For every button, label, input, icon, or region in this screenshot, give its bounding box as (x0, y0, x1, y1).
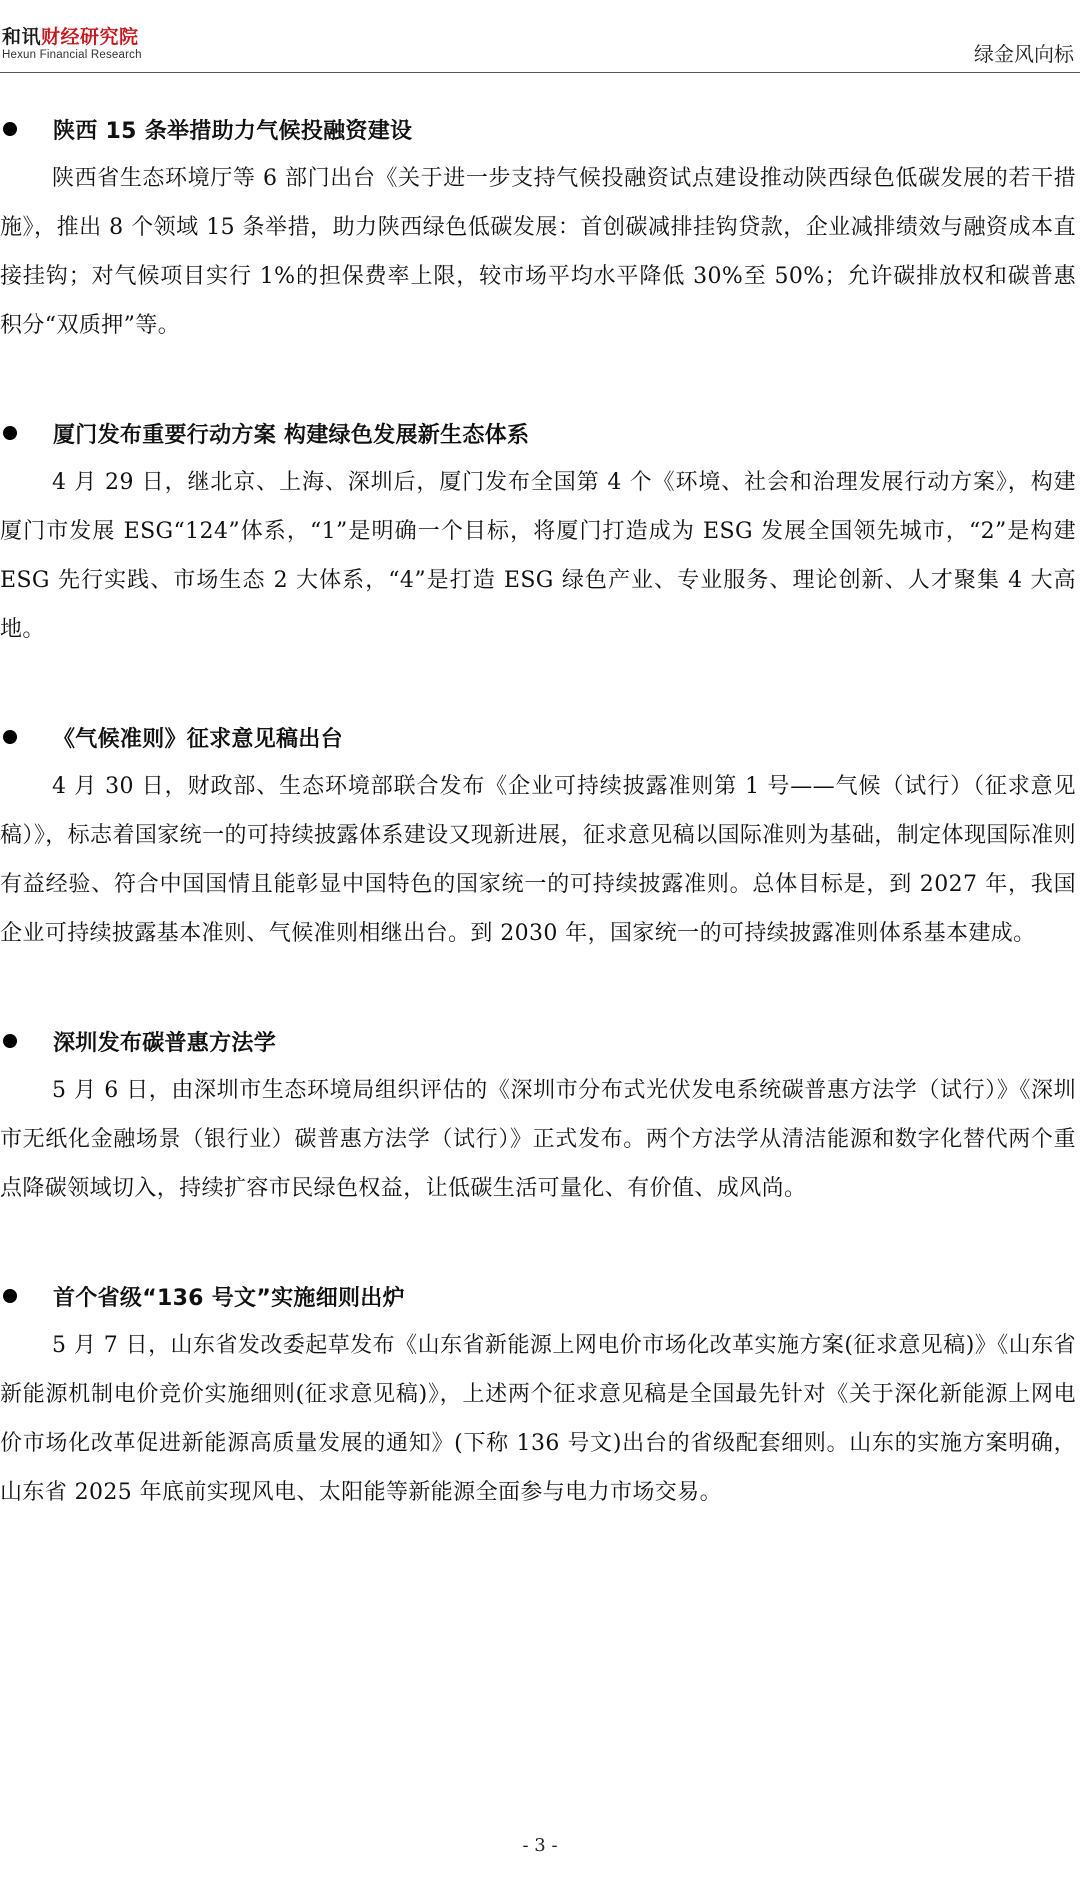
hexun-logo (2, 26, 142, 62)
bullet-icon (3, 1034, 17, 1048)
page-number: - 3 - (522, 1835, 558, 1856)
bullet-icon (3, 122, 17, 136)
news-section-shenzhen (0, 1022, 1076, 1213)
logo-part-hexun: 和讯 (2, 26, 42, 48)
news-section-xiamen (0, 414, 1076, 654)
section-title: 首个省级“136 号文”实施细则出炉 (53, 1285, 405, 1311)
bullet-icon (3, 730, 17, 744)
section-heading (0, 110, 1076, 148)
news-section-climate-standard (0, 718, 1076, 958)
section-title: 深圳发布碳普惠方法学 (53, 1030, 277, 1056)
logo-part-institute: 财经研究院 (41, 26, 139, 48)
bullet-icon (3, 426, 17, 440)
section-heading (0, 414, 1076, 452)
section-heading (0, 1277, 1076, 1315)
document-body (0, 110, 1076, 1581)
section-paragraph: 4 月 29 日，继北京、上海、深圳后，厦门发布全国第 4 个《环境、社会和治理发展行动方案》，构建厦门市发展 ESG“124”体系，“1”是明确一个目标，将厦门打造成为 ESG 发展全国领先城市，“2”是构建 ESG 先行实践、市场生态 2 大体系，“4”是打造 ESG 绿色产业、专业服务、理论创新、人才聚集 4 大高地。 (0, 470, 1076, 642)
section-paragraph: 5 月 6 日，由深圳市生态环境局组织评估的《深圳市分布式光伏发电系统碳普惠方法学（试行）》《深圳市无纸化金融场景（银行业）碳普惠方法学（试行）》正式发布。两个方法学从清洁能源和数字化替代两个重点降碳领域切入，持续扩容市民绿色权益，让低碳生活可量化、有价值、成风尚。 (0, 1078, 1076, 1201)
news-section-shandong (0, 1277, 1076, 1517)
logo-english: Hexun Financial Research (2, 49, 142, 61)
logo-chinese (2, 26, 142, 48)
section-title: 《气候准则》征求意见稿出台 (53, 726, 343, 752)
section-title: 厦门发布重要行动方案 构建绿色发展新生态体系 (53, 422, 530, 448)
section-paragraph: 5 月 7 日，山东省发改委起草发布《山东省新能源上网电价市场化改革实施方案(征求意见稿)》《山东省新能源机制电价竞价实施细则(征求意见稿)》，上述两个征求意见稿是全国最先针对《关于深化新能源上网电价市场化改革促进新能源高质量发展的通知》(下称 136 号文)出台的省级配套细则。山东的实施方案明确，山东省 2025 年底前实现风电、太阳能等新能源全面参与电力市场交易。 (0, 1333, 1076, 1505)
page-header (0, 0, 1080, 73)
news-section-shaanxi (0, 110, 1076, 350)
section-title: 陕西 15 条举措助力气候投融资建设 (53, 118, 413, 144)
report-series-title: 绿金风向标 (974, 42, 1074, 66)
section-heading (0, 1022, 1076, 1060)
section-paragraph: 4 月 30 日，财政部、生态环境部联合发布《企业可持续披露准则第 1 号——气候（试行）（征求意见稿）》，标志着国家统一的可持续披露体系建设又现新进展，征求意见稿以国际准则为基础，制定体现国际准则有益经验、符合中国国情且能彰显中国特色的国家统一的可持续披露准则。总体目标是，到 2027 年，我国企业可持续披露基本准则、气候准则相继出台。到 2030 年，国家统一的可持续披露准则体系基本建成。 (0, 774, 1076, 946)
section-paragraph: 陕西省生态环境厅等 6 部门出台《关于进一步支持气候投融资试点建设推动陕西绿色低碳发展的若干措施》，推出 8 个领域 15 条举措，助力陕西绿色低碳发展：首创碳减排挂钩贷款，企业减排绩效与融资成本直接挂钩；对气候项目实行 1%的担保费率上限，较市场平均水平降低 30%至 50%；允许碳排放权和碳普惠积分“双质押”等。 (0, 166, 1076, 338)
section-heading (0, 718, 1076, 756)
bullet-icon (3, 1289, 17, 1303)
